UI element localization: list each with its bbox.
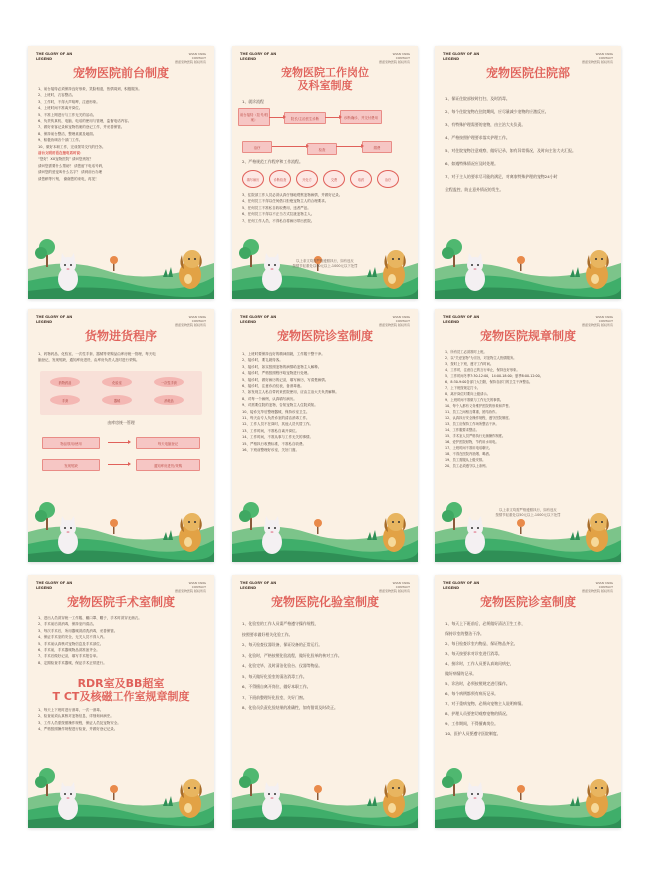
rule-list [38, 707, 204, 733]
small-tree-icon [314, 519, 322, 534]
small-tree-icon [517, 519, 525, 534]
flow-heading: 2、严格规范工作程序和工作流程。 [242, 159, 303, 164]
brand-text: THE GLORY OF AN LEGEND [443, 52, 480, 61]
dog-icon [383, 513, 406, 552]
rule-item: 4、工作时，注意自己的言行举止，保持良好形象。 [445, 368, 520, 372]
step-circle: 填写病历 [242, 170, 264, 188]
poster-grid [28, 33, 622, 840]
rule-list [445, 619, 611, 739]
poster-title: 宠物医院化验室制度 [270, 595, 379, 609]
rule-list [38, 351, 204, 364]
poster-title: 宠物医院诊室制度 [276, 329, 373, 343]
tree-icon [35, 239, 55, 267]
dog-icon [179, 779, 202, 818]
rule-item: 17、上班时间不准用电话聊天。 [445, 446, 493, 450]
rule-item: 3、工作时，不得大声喧哗，注意形象。 [38, 99, 100, 104]
rule-item: 11、每天由专人负责诊室的清洁消毒工作。 [242, 416, 310, 421]
cat-icon [58, 516, 78, 554]
rule-item: 脑登记，发现短缺，通知库房进货，由库房负责人及时进行采购。 [38, 358, 140, 363]
dog-icon [586, 779, 609, 818]
rule-item: 2、上班时，衣容整洁。 [38, 93, 76, 98]
poster-1 [28, 46, 214, 299]
rule-item: 6、负责传真机、电脑、电话的使用与管理，监督电话内容。 [38, 119, 132, 124]
poster-meta: WIAN YANG CONTACT 德诺宠物医院 版权所有 [582, 52, 613, 64]
dog-icon [179, 250, 202, 289]
center-label: 由库房统一管理 [107, 420, 135, 425]
rule-item: 6、任何员工不得以不正当方式拉拢宠物主人。 [242, 212, 315, 217]
poster-meta: WIAN YANG CONTACT 德诺宠物医院 版权所有 [175, 581, 206, 593]
rule-item: 7、手术后做好记录，填写手术报告单。 [38, 654, 100, 659]
step-circle: 治疗 [377, 170, 399, 188]
rule-item: 10、做好本职工作，完成领导交代的任务。 [38, 144, 106, 149]
rule-item: 5、诊治时，必须按照规定进行操作。 [445, 681, 510, 686]
phrase-item: 请您稍等片刻， 谢谢您的来电，再见！ [38, 176, 99, 181]
rule-item: 2、接诊时，要礼貌待客。 [242, 358, 283, 363]
poster-meta: WIAN YANG CONTACT 德诺宠物医院 版权所有 [175, 315, 206, 327]
tree-icon [442, 239, 462, 267]
rule-item: 5、不准上网进行与工作无关的活动。 [38, 112, 97, 117]
rule-item: 9、上班时间不准做与工作无关的事情。 [445, 398, 504, 402]
phrase-item: “您好！XX宠物医院” 请问您贵姓？ [38, 157, 94, 162]
arrow-icon [336, 146, 361, 147]
brand-text: THE GLORY OF AN LEGEND [443, 315, 480, 324]
rule-item: 1、所有员工必须准时上班。 [445, 350, 487, 354]
rule-item: 2、每天检查仪器设备，保证设备的正常运行。 [242, 642, 323, 647]
category-ellipse: 消耗品 [154, 395, 184, 405]
poster-title: 宠物医院手术室制度 [66, 595, 175, 609]
rule-item: 6、手术前，手术器械物品须准备齐全。 [38, 648, 100, 653]
small-tree-icon [517, 256, 525, 271]
rule-item: 保持诊室的整洁干净。 [445, 631, 484, 636]
rule-item: 3、按时上下班，遵守工作时间。 [445, 362, 494, 366]
flow-step: 每天电脑登记 [136, 437, 200, 449]
poster-title: 宠物医院前台制度 [72, 66, 169, 80]
brand-text: THE GLORY OF AN LEGEND [240, 581, 277, 590]
rule-item: 1、上班时要保持良好的精神面貌，工作服干整干净。 [242, 352, 325, 356]
rule-item: 5、对住院宠物注意观察，做好记录，如有异常情况，及时向主治大夫汇报。 [445, 148, 576, 153]
rule-item: 2、每个住院宠物在住院期间，应尽量减少宠物的应激反应。 [445, 109, 549, 114]
rule-item: 10、接诊完毕后整理器械，保持诊室卫生。 [242, 409, 310, 414]
poster-title: 宠物医院诊室制度 [479, 595, 576, 609]
rule-item: 4、严格按照护理要求落实护理工作。 [445, 135, 510, 140]
bottom-illustration [28, 758, 214, 828]
rule-list [445, 92, 611, 196]
flow-heading: 1、就诊流程 [242, 99, 264, 104]
rule-list [38, 86, 204, 182]
cat-icon [465, 782, 485, 820]
phrase-item: 请问您需要什么帮助？ 请您留下电话号码， [38, 163, 106, 168]
category-ellipse: 手套 [50, 395, 80, 405]
rule-item: 按照要求做好相关化验工作。 [242, 631, 293, 637]
rule-item: 5、每天做好化验室的清洁消毒工作。 [242, 673, 307, 679]
small-tree-icon [314, 785, 322, 800]
flow-step: 治疗 [242, 141, 272, 153]
rule-item: 10、每个人都有义务维护医院的形象和声誉。 [445, 404, 512, 408]
tree-icon [239, 502, 259, 530]
rule-item: 14、工作时间，不准从事与工作无关的事情。 [242, 435, 313, 440]
section-title: RDR室及BB超室 T CT及核磁工作室规章制度 [52, 677, 190, 703]
rule-item: 15、手术室人员严格执行无菌操作制度。 [445, 434, 506, 438]
rule-item: 19、员工需服从上级安排。 [445, 458, 486, 462]
brand-text: THE GLORY OF AN LEGEND [443, 581, 480, 590]
category-ellipse: 器械 [102, 395, 132, 405]
poster-8 [232, 575, 418, 828]
penalty-note: 以上条文均需严格遵照执行，如有违反 按情节轻重处以50元以上-1000元以下处罚 [495, 508, 561, 517]
tree-icon [35, 502, 55, 530]
rule-item: 7、下班前整理好化验室，关好门窗。 [242, 694, 307, 700]
phrase-heading: 前台文明用语在接电话时说： [38, 151, 84, 156]
rule-item: 8、离开岗位时要向上级请示。 [445, 392, 490, 396]
rule-item: 3、接诊时，如实按照宠物的病情给宠物主人解释。 [242, 364, 322, 369]
poster-3 [435, 46, 621, 299]
flow-step: 通知库房进货/采购 [136, 459, 200, 471]
poster-6 [435, 309, 621, 562]
rule-item: 1、每天上下班前后，必须做好清洁卫生工作， [445, 621, 526, 626]
dog-icon [383, 779, 406, 818]
rule-item: 11、员工之间相互尊重，团结协作。 [445, 410, 499, 414]
rule-list [242, 351, 408, 454]
cat-icon [465, 516, 485, 554]
rule-item: 7、上下班按规定打卡。 [445, 386, 481, 390]
rule-list [445, 349, 611, 469]
bottom-illustration [435, 758, 621, 828]
poster-meta: WIAN YANG CONTACT 德诺宠物医院 版权所有 [379, 315, 410, 327]
bottom-illustration [435, 229, 621, 299]
rule-item: 2、检查前须认真核对宠物信息，详细询问病史。 [38, 714, 114, 719]
rule-item: 5、手术前认真核对宠物信息及手术部位。 [38, 641, 104, 646]
poster-9 [435, 575, 621, 828]
poster-meta: WIAN YANG CONTACT 德诺宠物医院 版权所有 [582, 581, 613, 593]
rule-item: 全程监控，防止意外情况的发生。 [445, 187, 504, 192]
rule-item: 6、每个病例都须有病历记录。 [445, 691, 499, 696]
rule-item: 8、对每一个病例，认真填写病历。 [242, 396, 297, 401]
arrow-icon [272, 146, 306, 147]
arrow-icon [108, 442, 128, 443]
poster-2 [232, 46, 418, 299]
rule-item: 15、严格执行收费标准，不准私自收费。 [242, 441, 306, 446]
rule-item: 1、药物药品、化验室、一次性手套、器械等采购品由库房统一管理，每天电 [38, 352, 156, 356]
rule-item: 做好病情的记录。 [445, 671, 477, 676]
brand-text: THE GLORY OF AN LEGEND [36, 315, 73, 324]
flow-step: 缴费 [362, 141, 392, 153]
rule-item: 14、工作服要求整洁。 [445, 428, 479, 432]
rule-item: 20、员工必须遵守以上条例。 [445, 464, 489, 468]
brand-text: THE GLORY OF AN LEGEND [36, 581, 73, 590]
rule-item: 5、接诊时，做好病历的记录，填写病历，写清楚病情。 [242, 377, 329, 382]
rule-item: 7、任何工作人员，不得私自将病历带出医院。 [242, 218, 315, 223]
brand-text: THE GLORY OF AN LEGEND [240, 52, 277, 61]
flow-step: 前台接待（挂号/档案） [238, 108, 270, 126]
rule-list [242, 192, 408, 224]
bottom-illustration [28, 229, 214, 299]
rule-item: 1、保证住院部按时打扫，及时消毒。 [445, 96, 510, 101]
rule-item: 10、医护人员要遵守医院制度。 [445, 731, 501, 736]
category-ellipse: 化验室 [102, 377, 132, 387]
dog-icon [586, 250, 609, 289]
rule-list [242, 619, 408, 714]
rule-item: 3、工作人员需按照操作规程，保证人员及宠物安全。 [38, 720, 121, 725]
small-tree-icon [110, 256, 118, 271]
poster-4 [28, 309, 214, 562]
cat-icon [58, 253, 78, 291]
rule-item: 13、员工应保持工作场所整洁干净。 [445, 422, 499, 426]
flow-step: 检查 [307, 143, 337, 155]
cat-icon [262, 516, 282, 554]
bottom-illustration [232, 758, 418, 828]
poster-meta: WIAN YANG CONTACT 德诺宠物医院 版权所有 [379, 581, 410, 593]
rule-item: 6、不得擅自离开岗位，做好本职工作。 [242, 684, 311, 689]
rule-item: 12、认真执行安全操作规程，遵守医院制度。 [445, 416, 512, 420]
rule-item: 12、工作人员不在岗时，其他人员代替工作。 [242, 422, 313, 427]
rule-item: 1、化验室的工作人员需严格遵守操作规程， [242, 621, 319, 626]
rule-item: 6、8:30-9:00各部门大扫除，保持各部门的卫生干净整洁。 [445, 380, 533, 384]
dog-icon [586, 513, 609, 552]
rule-list [38, 615, 204, 666]
flow-step: 发现短缺 [42, 459, 100, 471]
tree-icon [442, 768, 462, 796]
rule-item: 3、每次手术后，所用器械须清洗消毒，妥善保管。 [38, 628, 118, 633]
rule-item: 3、化验时，严格按照化验流程，做好化验单的核对工作。 [242, 652, 342, 658]
rule-item: 16、爱护医院财物，节约用水用电。 [445, 440, 499, 444]
penalty-note: 以上条文均需严格遵照执行，如有违反 按情节轻重处以50元以上-1000元以下处罚 [292, 259, 358, 268]
poster-meta: WIAN YANG CONTACT 德诺宠物医院 版权所有 [175, 52, 206, 64]
rule-item: 8、化验员负责化验结果的准确性，如有错误及时改正。 [242, 705, 338, 710]
poster-meta: WIAN YANG CONTACT 德诺宠物医院 版权所有 [582, 315, 613, 327]
dog-icon [179, 513, 202, 552]
small-tree-icon [110, 519, 118, 534]
flow-step: 物品领用/使用 [42, 437, 100, 449]
flow-step: 诊断确诊、并交付费用 [340, 110, 382, 124]
rule-item: 1、每天上下班时进行消毒，一次一消毒。 [38, 708, 104, 712]
rule-item: 5、工作时间冬季7:30-12:00，14:00-18:00；夏季8:00-12:00。 [445, 374, 544, 378]
cat-icon [262, 782, 282, 820]
bottom-illustration [435, 492, 621, 562]
rule-item: 4、严格按照操作规程进行检查，并做好登记记录。 [38, 727, 118, 732]
rule-item: 9、积极协调各个部门工作。 [38, 138, 83, 143]
rule-item: 2、每日检查诊室内物品，保证物品齐全。 [445, 641, 518, 646]
category-ellipse: 一次性手套 [154, 377, 184, 387]
brand-text: THE GLORY OF AN LEGEND [240, 315, 277, 324]
rule-item: 5、任何员工不准私自收取费用，违者严惩。 [242, 205, 311, 210]
rule-item: 2、手术前后须消毒，保持室内清洁。 [38, 622, 97, 627]
rule-item: 18、不得在医院内抽烟、喝酒。 [445, 452, 493, 456]
flow-step: 院长/主治医生诊断 [284, 112, 326, 124]
rule-item: 4、保证手术室的安全，无关人员不得入内。 [38, 635, 107, 640]
tree-icon [35, 768, 55, 796]
rule-item: 4、上班时间不准离开岗位。 [38, 106, 83, 111]
bottom-illustration [232, 492, 418, 562]
poster-title: 宠物医院规章制度 [479, 329, 576, 343]
rule-item: 3、每天按要求对诊室进行消毒。 [445, 651, 502, 656]
rule-item: 7、如发现主人私自带药来医院使用，应由主治大夫负责解释。 [242, 390, 339, 395]
rule-item: 7、对于重病宠物，必须向宠物主人说明病情。 [445, 701, 526, 706]
rule-item: 4、任何员工不得以任何借口拒绝宠物主人的合理要求。 [242, 199, 329, 204]
arrow-icon [269, 117, 283, 118]
phrase-item: 请问您的爱宠叫什么名字？ 请到前台办理 [38, 170, 103, 175]
poster-5 [232, 309, 418, 562]
poster-title: 货物进货程序 [84, 329, 157, 343]
rule-item: 3、有特殊护理需要的宠物，由主治大夫负责。 [445, 122, 526, 127]
poster-7 [28, 575, 214, 828]
rule-item: 2、以“关爱宠物”为宗旨，对宠物主人热情服务。 [445, 356, 517, 360]
rule-item: 4、接诊时，严格按照程序给宠物进行处理。 [242, 371, 311, 376]
rule-item: 13、工作时间，不准私自离开岗位。 [242, 428, 299, 433]
rule-item: 8、护理人员要密切观察宠物的情况。 [445, 711, 510, 716]
rule-item: 8、定期检查手术器械，保证手术正常进行。 [38, 660, 107, 665]
rule-item: 4、接诊时，工作人员要认真询问病史， [445, 661, 514, 666]
step-circle: 交费 [323, 170, 345, 188]
rule-item: 16、下班前整理好诊室，关好门窗。 [242, 448, 299, 453]
rule-item: 9、对需要住院的宠物，告知宠物主人住院须知。 [242, 403, 318, 408]
rule-item: 1、前台接待必须保持良好形象，笑脸相迎，热情周到，积极服务。 [38, 87, 142, 91]
small-tree-icon [517, 785, 525, 800]
step-circle: 取药 [350, 170, 372, 188]
brand-text: THE GLORY OF AN LEGEND [36, 52, 73, 61]
poster-title: 宠物医院工作岗位 及科室制度 [281, 66, 369, 92]
rule-item: 7、做好来客记录和宠物档案的登记工作，并妥善保管。 [38, 125, 125, 130]
step-circle: 开处方 [296, 170, 318, 188]
small-tree-icon [110, 785, 118, 800]
tree-icon [239, 768, 259, 796]
rule-item: 3、住院部工作人员必须认真仔细地观察宠物病情，并做好记录。 [242, 193, 343, 197]
poster-meta: WIAN YANG CONTACT 德诺宠物医院 版权所有 [379, 52, 410, 64]
rule-item: 6、如遇特殊情况应及时处理。 [445, 161, 499, 166]
rule-item: 1、进出人员须穿统一工作服、戴口罩、帽子，手术时须穿无菌衣。 [38, 616, 142, 620]
arrow-icon [108, 464, 128, 465]
step-circle: 诊断检查 [269, 170, 291, 188]
category-ellipse: 药物药品 [50, 377, 80, 387]
cat-icon [58, 782, 78, 820]
dog-icon [383, 250, 406, 289]
rule-item: 9、工作期间，不得擅离岗位。 [445, 721, 499, 726]
rule-item: 7、对于主人的要求尽可能的满足，对离家特殊护理的宠物24小时 [445, 174, 558, 179]
cat-icon [465, 253, 485, 291]
bottom-illustration [28, 492, 214, 562]
poster-title: 宠物医院住院部 [485, 66, 570, 80]
arrow-icon [325, 117, 339, 118]
rule-item: 6、接诊时，注意诊治仪表，备消毒液。 [242, 384, 304, 389]
rule-item: 8、保持前台整洁，整理桌面及地面。 [38, 131, 97, 136]
rule-item: 4、化验完毕，及时清洁化验台、仪器等物品。 [242, 663, 323, 668]
